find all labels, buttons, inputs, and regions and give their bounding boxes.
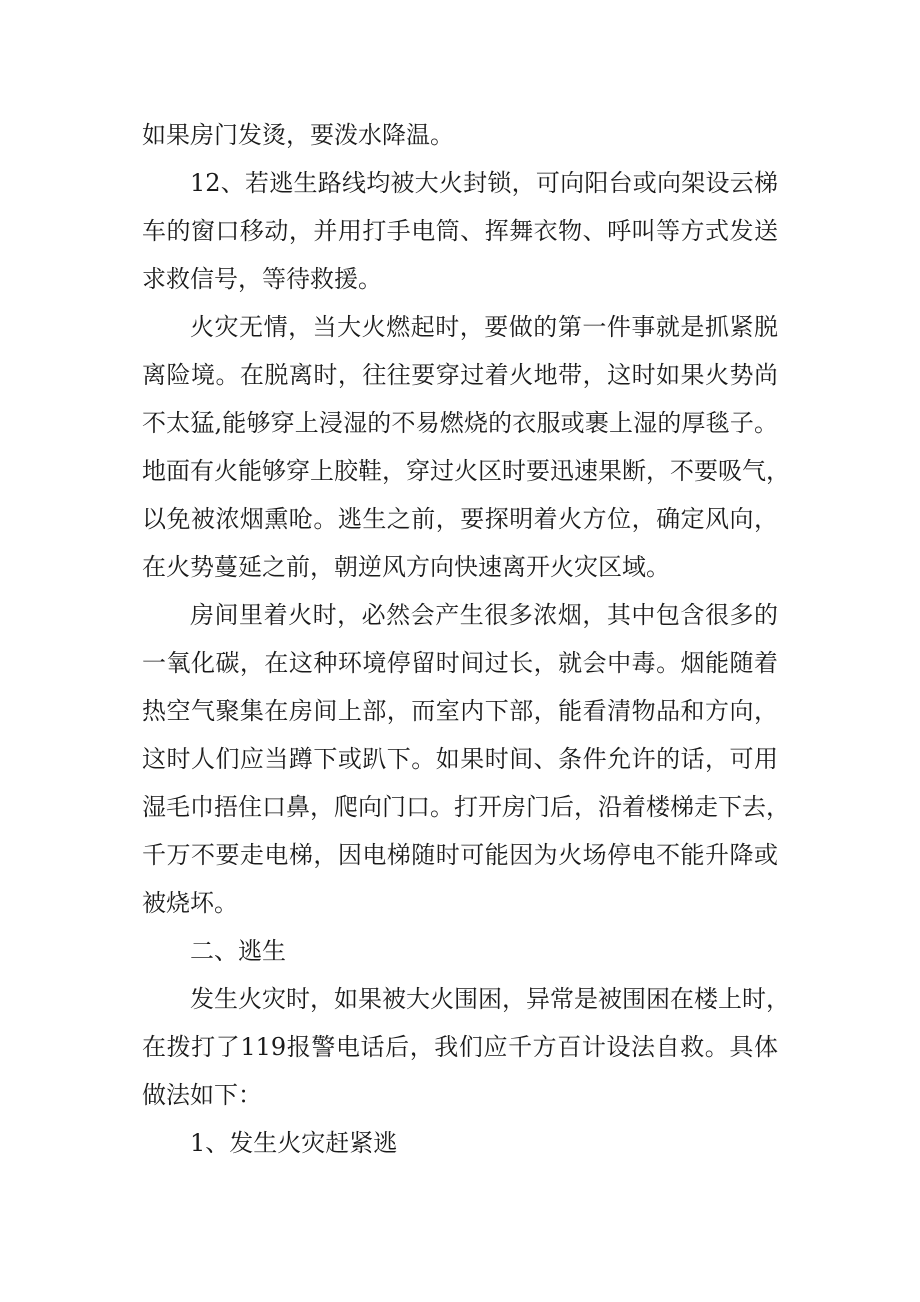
text-line: 在火势蔓延之前，朝逆风方向快速离开火灾区域。 [142,553,670,581]
text-line: 地面有火能够穿上胶鞋，穿过火区时要迅速果断，不要吸气， [142,457,790,485]
text-line: 求救信号，等待救援。 [142,265,382,293]
text-line: 火灾无情，当大火燃起时，要做的第一件事就是抓紧脱 [190,313,778,341]
text-line: 不太猛,能够穿上浸湿的不易燃烧的衣服或裹上湿的厚毯子。 [142,409,778,437]
text-line: 千万不要走电梯，因电梯随时可能因为火场停电不能升降或 [142,841,778,869]
text-line: 如果房门发烫，要泼水降温。 [142,121,454,149]
text-line: 做法如下： [142,1081,262,1109]
text-line: 湿毛巾捂住口鼻，爬向门口。打开房门后，沿着楼梯走下去， [142,793,790,821]
text-line: 在拨打了119报警电话后，我们应千方百计设法自救。具体 [142,1033,778,1061]
text-line: 房间里着火时，必然会产生很多浓烟，其中包含很多的 [190,601,778,629]
text-line: 以免被浓烟熏呛。逃生之前，要探明着火方位，确定风向， [142,505,778,533]
text-line: 车的窗口移动，并用打手电筒、挥舞衣物、呼叫等方式发送 [142,217,778,245]
text-line: 一氧化碳，在这种环境停留时间过长，就会中毒。烟能随着 [142,649,778,677]
text-line: 发生火灾时，如果被大火围困，异常是被围困在楼上时， [190,985,790,1013]
list-item-heading: 1、发生火灾赶紧逃 [190,1129,398,1157]
text-line: 12、若逃生路线均被大火封锁，可向阳台或向架设云梯 [190,169,778,197]
text-line: 这时人们应当蹲下或趴下。如果时间、条件允许的话，可用 [142,745,778,773]
section-heading: 二、逃生 [190,937,286,965]
text-line: 被烧坏。 [142,889,238,917]
text-line: 离险境。在脱离时，往往要穿过着火地带，这时如果火势尚 [142,361,778,389]
text-line: 热空气聚集在房间上部，而室内下部，能看清物品和方向， [142,697,778,725]
